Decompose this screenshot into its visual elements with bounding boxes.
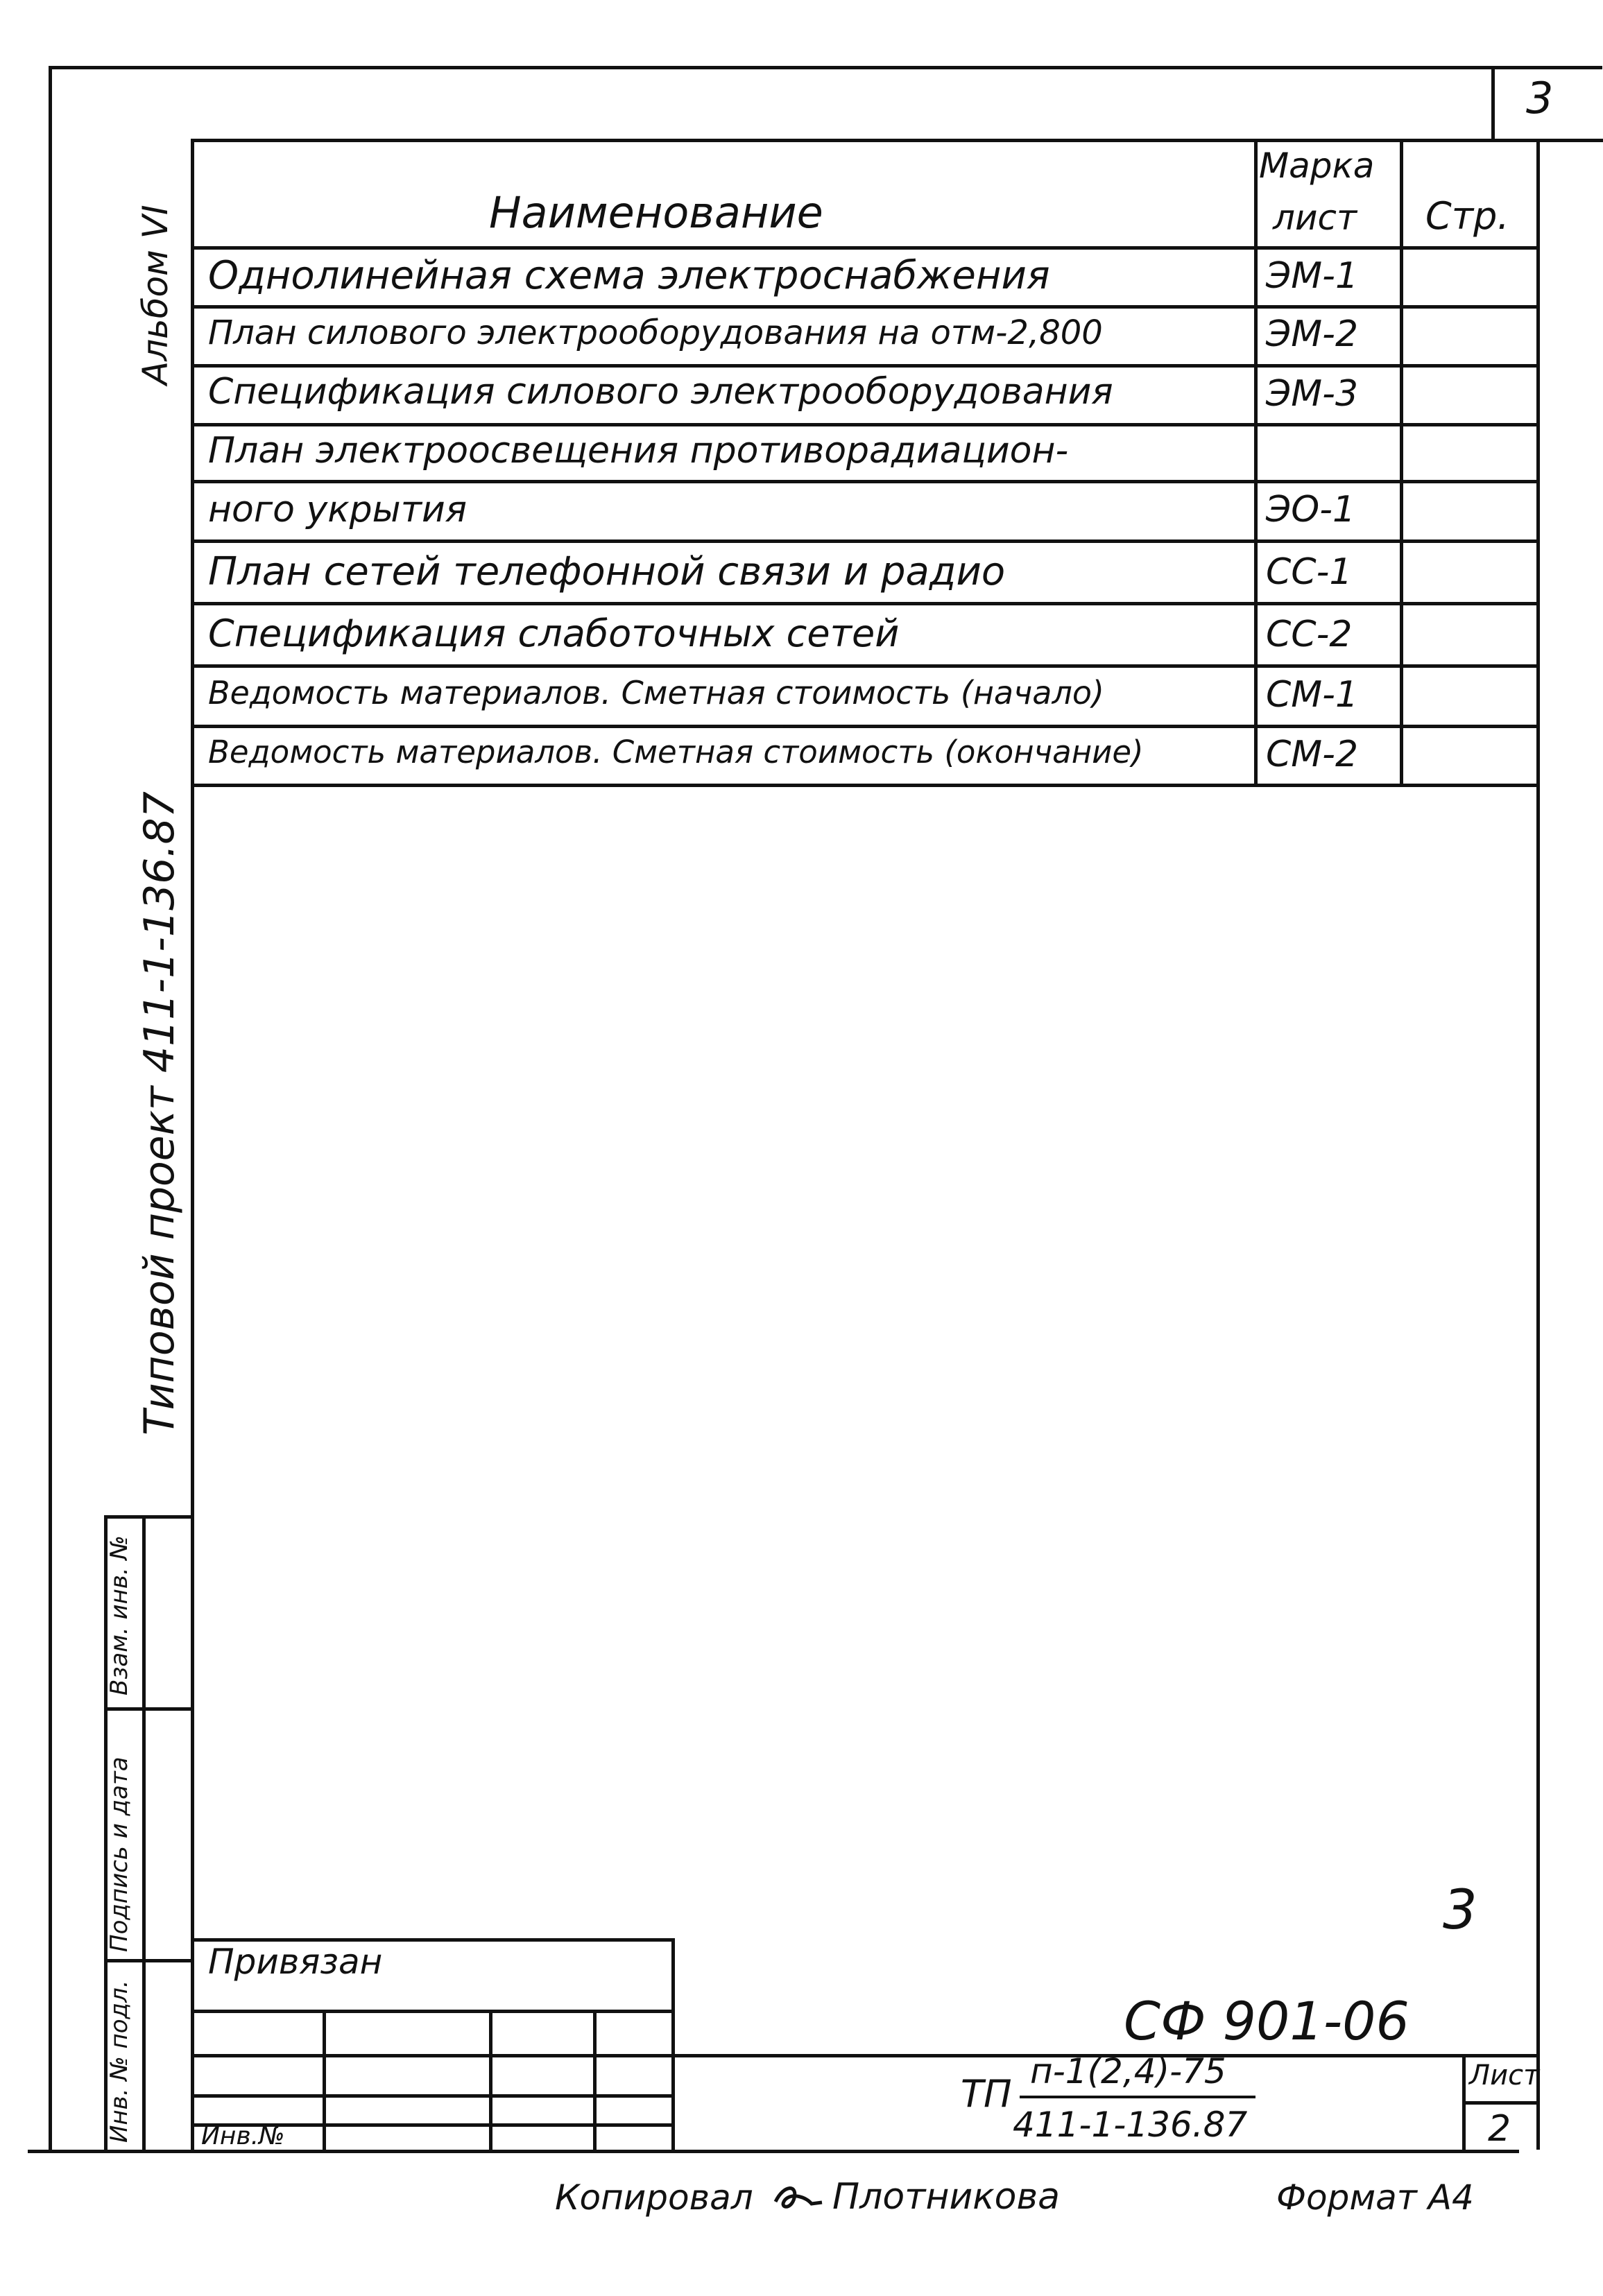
row-name: Ведомость материалов. Сметная стоимость (начало) <box>208 674 1104 711</box>
corner-box-left <box>1491 66 1495 141</box>
table-row-line <box>191 480 1540 483</box>
footer-copied-by: Копировал <box>555 2177 753 2218</box>
table-row-line <box>191 540 1540 543</box>
stamp-col-line <box>104 1707 194 1711</box>
main-frame-left <box>191 139 194 2150</box>
table-header-line <box>191 246 1540 250</box>
stamp-grid-line <box>593 2010 597 2153</box>
row-name: План сетей телефонной связи и радио <box>208 549 1006 594</box>
stamp-right-line <box>671 1938 675 2153</box>
table-row-line <box>191 305 1540 309</box>
row-mark: СМ-1 <box>1266 674 1359 716</box>
corner-page-number: 3 <box>1526 73 1554 123</box>
copier-signature-icon <box>770 2177 825 2219</box>
stamp-field-inv-podl: Инв. № подл. <box>105 1980 133 2143</box>
header-mark-line2: лист <box>1273 198 1357 238</box>
header-mark-line1: Марка <box>1259 146 1375 186</box>
stamp-sheet-label: Лист <box>1469 2060 1540 2091</box>
stamp-col-line <box>104 1515 194 1519</box>
row-name: Спецификация силового электрооборудования <box>208 371 1113 413</box>
table-row-line <box>191 364 1540 368</box>
stamp-sheet-number: 2 <box>1488 2108 1511 2150</box>
row-name: Однолинейная схема электроснабжения <box>208 253 1050 298</box>
footer-copier-name: Плотникова <box>832 2176 1060 2218</box>
row-name: Спецификация слаботочных сетей <box>208 612 900 655</box>
main-frame-right <box>1536 139 1540 2150</box>
stamp-sheet-line <box>1462 2101 1540 2105</box>
stamp-tp-prefix: ТП <box>961 2072 1012 2116</box>
stamp-inv-no: Инв.№ <box>201 2122 285 2150</box>
stamp-grid-line <box>489 2010 492 2153</box>
stamp-grid-line <box>191 2010 673 2013</box>
stamp-grid-line <box>323 2010 326 2153</box>
stamp-col-line <box>104 1959 194 1962</box>
stamp-grid-line <box>191 2054 1540 2057</box>
outer-frame-left <box>49 66 52 2153</box>
row-mark: ЭО-1 <box>1266 489 1356 530</box>
handwritten-page-number: 3 <box>1443 1879 1477 1942</box>
header-page: Стр. <box>1425 194 1509 238</box>
row-name: ного укрытия <box>208 489 468 530</box>
stamp-code: СФ 901-06 <box>1124 1990 1409 2052</box>
table-row-line <box>191 664 1540 668</box>
outer-frame-top <box>49 66 1602 69</box>
row-mark: СМ-2 <box>1266 734 1359 775</box>
margin-project-label: Типовой проект 411-1-136.87 <box>135 791 184 1435</box>
header-name: Наименование <box>489 187 823 238</box>
main-frame-top <box>191 139 1603 142</box>
table-row-line <box>191 602 1540 605</box>
stamp-grid-line <box>191 2094 673 2098</box>
table-row-line <box>191 784 1540 787</box>
stamp-tp-fraction-line <box>1020 2096 1255 2098</box>
footer-format: Формат А4 <box>1276 2177 1474 2218</box>
row-name: Ведомость материалов. Сметная стоимость (окончание) <box>208 734 1144 770</box>
stamp-tp-line1: п-1(2,4)-75 <box>1030 2051 1226 2091</box>
row-name: План электроосвещения противорадиацион- <box>208 430 1069 472</box>
stamp-field-signature-date: Подпись и дата <box>105 1756 133 1952</box>
row-name: План силового электрооборудования на отм-2,800 <box>208 313 1103 352</box>
table-col-divider-page <box>1400 139 1403 787</box>
stamp-privyazan: Привязан <box>208 1942 383 1982</box>
row-mark: ЭМ-3 <box>1266 373 1359 415</box>
table-row-line <box>191 423 1540 426</box>
stamp-col-line <box>142 1515 146 2153</box>
row-mark: ЭМ-2 <box>1266 313 1359 355</box>
stamp-tp-line2: 411-1-136.87 <box>1013 2105 1248 2145</box>
margin-album-label: Альбом VI <box>135 205 175 385</box>
row-mark: СС-1 <box>1266 551 1353 593</box>
table-col-divider-mark <box>1254 139 1258 787</box>
stamp-field-vzam-inv: Взам. инв. № <box>105 1535 133 1695</box>
table-row-line <box>191 725 1540 728</box>
row-mark: СС-2 <box>1266 614 1353 655</box>
row-mark: ЭМ-1 <box>1266 255 1359 297</box>
